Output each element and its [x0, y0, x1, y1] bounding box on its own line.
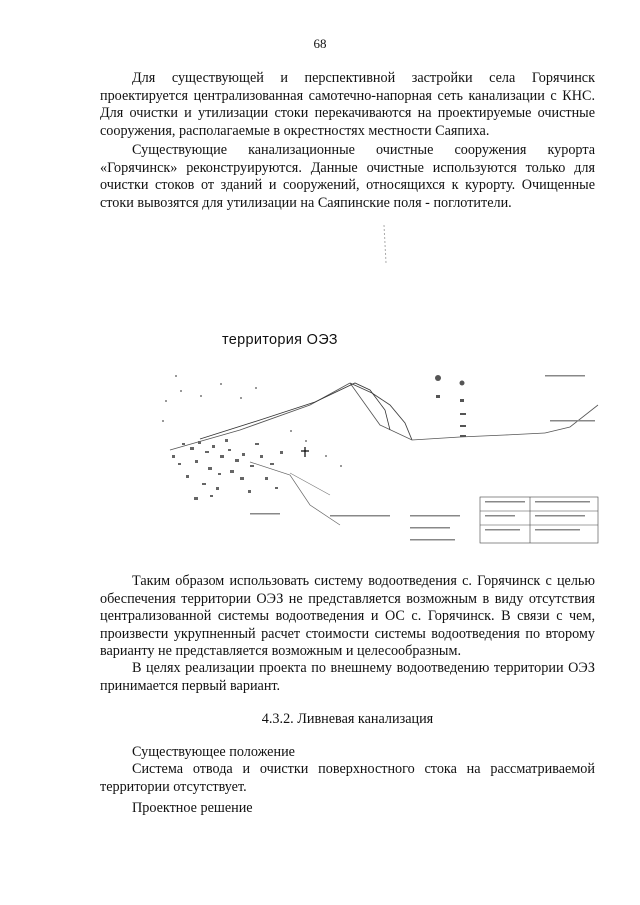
paragraph-5: Система отвода и очистки поверхностного стока на рассматриваемой территории отсутствует.: [100, 761, 595, 795]
design-solution-label: Проектное решение: [132, 800, 253, 816]
map-figure: [150, 215, 605, 575]
map-title: территория ОЭЗ: [222, 332, 338, 348]
paragraph-3: Таким образом использовать систему водоотведения с. Горячинск с целью обеспечения территории ОЭЗ не представляется возможным в виду отсутствия централизованной системы водоотведения и ОС с. Горячинск. В связи с чем, произвести укрупненный расчет стоимости системы водоотведения по второму варианту не представляется возможным и целесообразным.: [100, 573, 595, 660]
paragraph-4: В целях реализации проекта по внешнему водоотведению территории ОЭЗ принимается первый вариант.: [100, 660, 595, 694]
section-heading: 4.3.2. Ливневая канализация: [261, 711, 434, 727]
paragraph-1: Для существующей и перспективной застройки села Горячинск проектируется централизованная самотечно-напорная сеть канализации с КНС. Для очистки и утилизации стоки перекачиваются на проектируемые очистные сооружения, располагаемые в окрестностях местности Саяпиха.: [100, 70, 595, 139]
existing-situation-label: Существующее положение: [132, 744, 295, 760]
page-number: 68: [313, 36, 327, 51]
paragraph-2: Существующие канализационные очистные сооружения курорта «Горячинск» реконструируются. Данные очистные используются только для очистки стоков от зданий и сооружений, относящихся к курорту. Очищенные стоки вывозятся для утилизации на Саяпинские поля - поглотители.: [100, 142, 595, 211]
